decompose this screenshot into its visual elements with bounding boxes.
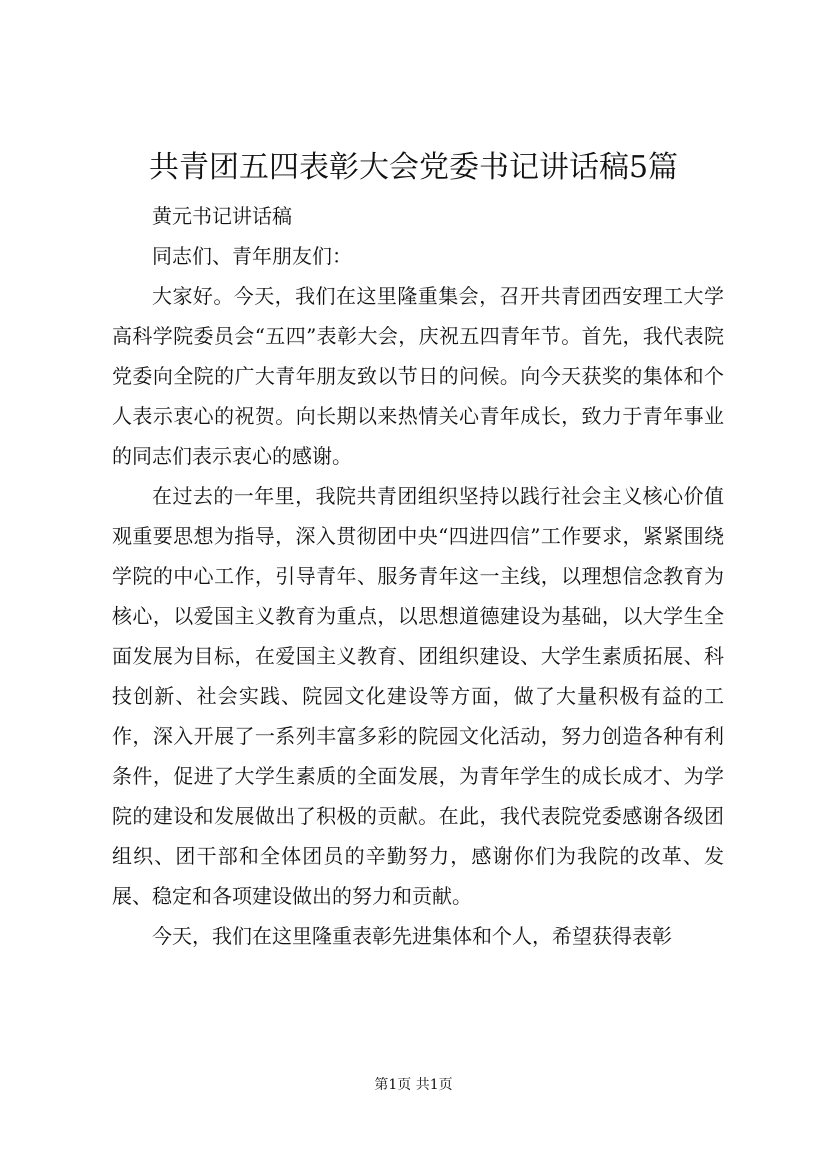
paragraph-review: 在过去的一年里，我院共青团组织坚持以践行社会主义核心价值观重要思想为指导，深入贯彻团中央“四进四信”工作要求，紧紧围绕学院的中心工作，引导青年、服务青年这一主线，以理想信念教育为核心，以爱国主义教育为重点，以思想道德建设为基础，以大学生全面发展为目标，在爱国主义教育、团组织建设、大学生素质拓展、科技创新、社会实践、院园文化建设等方面，做了大量积极有益的工作，深入开展了一系列丰富多彩的院园文化活动，努力创造各种有利条件，促进了大学生素质的全面发展，为青年学生的成长成才、为学院的建设和发展做出了积极的贡献。在此，我代表院党委感谢各级团组织、团干部和全体团员的辛勤努力，感谢你们为我院的改革、发展、稳定和各项建设做出的努力和贡献。	[112, 484, 724, 908]
document-title: 共青团五四表彰大会党委书记讲话稿5篇	[148, 150, 679, 185]
paragraph-opening: 大家好。今天，我们在这里隆重集会，召开共青团西安理工大学高科学院委员会“五四”表彰大会，庆祝五四青年节。首先，我代表院党委向全院的广大青年朋友致以节日的问候。向今天获奖的集体和个人表示衷心的祝贺。向长期以来热情关心青年成长，致力于青年事业的同志们表示衷心的感谢。	[112, 284, 724, 468]
paragraph-author-line: 黄元书记讲话稿	[152, 204, 292, 228]
document-body	[112, 196, 724, 956]
page-footer: 第1页 共1页	[374, 1077, 453, 1093]
paragraph-commendation: 今天，我们在这里隆重表彰先进集体和个人，希望获得表彰	[152, 924, 672, 948]
paragraph-salutation: 同志们、青年朋友们：	[152, 244, 352, 268]
